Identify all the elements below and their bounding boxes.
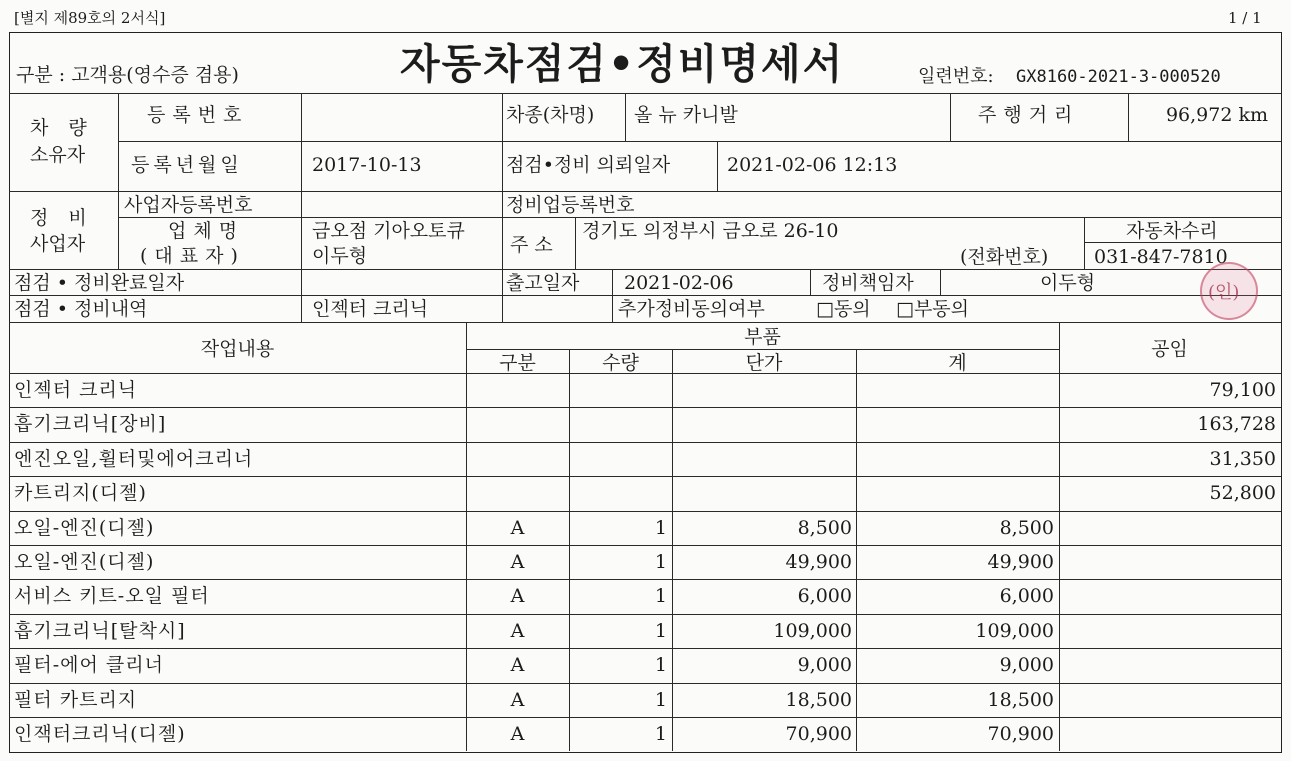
cell-qty: 1 [654,619,667,642]
header-work: 작업내용 [200,338,275,360]
page-number: 1 / 1 [1228,9,1262,27]
cell-category: A [510,619,525,642]
line [810,269,811,295]
consent-label: 추가정비동의여부 [618,298,765,320]
cell-category: A [510,551,525,573]
request-date-label: 점검•정비 의뢰일자 [506,154,671,176]
cell-labor: 31,350 [1209,447,1276,470]
cell-qty: 1 [654,516,667,539]
cell-qty: 1 [654,723,667,745]
business-category: 자동차수리 [1126,220,1218,242]
cell-work: 오일-엔진(디젤) [14,551,155,573]
company-name-label: 업체명 [168,220,245,242]
row-divider [9,648,1281,649]
line [9,295,1281,296]
seal-text: (인) [1208,282,1240,303]
document-title: 자동차점검•정비명세서 [400,40,845,88]
line [1084,242,1281,243]
line [118,93,119,269]
cell-category: A [510,654,525,677]
cell-total: 18,500 [987,688,1054,711]
cell-qty: 1 [654,654,667,677]
consent-yes-checkbox[interactable]: □동의 [816,298,871,320]
cell-unit-price: 6,000 [797,585,852,608]
cell-labor: 163,728 [1197,413,1276,436]
address-value: 경기도 의정부시 금오로 26-10 [582,220,839,242]
cell-unit-price: 49,900 [785,551,852,573]
cell-total: 70,900 [987,723,1054,745]
shop-reg-label: 정비업등록번호 [506,194,635,216]
business-section-label: 정 비 [30,207,94,229]
row-divider [9,614,1281,615]
cell-unit-price: 8,500 [797,516,852,539]
representative-value: 이두형 [312,245,368,267]
release-date-value: 2021-02-06 [624,272,734,294]
consent-no-checkbox[interactable]: □부동의 [896,298,970,320]
cell-work: 필터 카트리지 [14,688,138,711]
row-divider [9,683,1281,684]
phone-value: 031-847-7810 [1094,246,1228,268]
line [9,269,1281,270]
request-date-value: 2021-02-06 12:13 [727,154,898,176]
cell-qty: 1 [654,585,667,608]
line [950,93,951,141]
serial-label: 일련번호: [918,66,994,87]
cell-work: 흡기크리닉[탈착시] [14,619,186,642]
manager-value: 이두형 [1040,272,1096,294]
reg-no-label: 등록번호 [147,104,249,126]
address-label: 주 소 [510,234,553,256]
line [575,217,576,269]
company-name-value: 금오점 기아오토큐 [312,220,465,242]
cell-work: 서비스 키트-오일 필터 [14,585,210,608]
line [625,93,626,141]
line [1128,93,1129,141]
cell-qty: 1 [654,688,667,711]
row-divider [9,511,1281,512]
cell-category: A [510,516,525,539]
phone-label: (전화번호) [960,246,1049,268]
row-divider [9,407,1281,408]
cell-category: A [510,585,525,608]
form-tag: [별지 제89호의 2서식] [14,9,166,27]
cell-qty: 1 [654,551,667,573]
header-category: 구분 [499,352,536,374]
line [9,191,1281,192]
line [301,93,302,322]
row-divider [9,717,1281,718]
business-section-label-2: 사업자 [30,233,86,255]
header-labor: 공임 [1151,338,1188,360]
cell-unit-price: 109,000 [773,619,852,642]
owner-section-label: 차 량 [30,117,94,139]
line [940,269,941,295]
cell-category: A [510,688,525,711]
manager-label: 정비책임자 [822,272,914,294]
biz-reg-label: 사업자등록번호 [124,194,253,216]
cell-total: 6,000 [999,585,1054,608]
cell-total: 9,000 [999,654,1054,677]
type-label: 구분 : 고객용(영수증 겸용) [16,64,239,86]
header-qty: 수량 [602,352,639,374]
cell-labor: 52,800 [1209,482,1276,505]
row-divider [9,476,1281,477]
line [118,141,1281,142]
line [466,349,1059,350]
row-divider [9,442,1281,443]
cell-total: 8,500 [999,516,1054,539]
release-date-label: 출고일자 [506,272,580,294]
line [9,93,1281,94]
cell-total: 109,000 [975,619,1054,642]
completion-date-label: 점검 • 정비완료일자 [14,272,185,294]
work-detail-label: 점검 • 정비내역 [14,298,148,320]
serial-number: GX8160-2021-3-000520 [1016,67,1221,87]
header-total: 계 [948,352,967,374]
cell-unit-price: 70,900 [785,723,852,745]
line [502,93,503,322]
mileage-value: 96,972 km [1165,104,1268,126]
cell-unit-price: 18,500 [785,688,852,711]
header-unit-price: 단가 [745,352,783,374]
cell-work: 흡기크리닉[장비] [14,413,167,436]
cell-work: 오일-엔진(디젤) [14,516,155,539]
line [1084,217,1085,269]
cell-total: 49,900 [987,551,1054,573]
line [717,141,718,191]
header-parts: 부품 [744,326,781,348]
reg-date-label: 등록년월일 [131,154,243,176]
line [118,217,1281,218]
model-label: 차종(차명) [506,104,595,126]
cell-work: 카트리지(디젤) [14,482,147,505]
seal-stamp-icon [1200,262,1258,320]
representative-label: (대표자) [140,245,245,267]
cell-work: 엔진오일,휠터및에어크리너 [14,447,254,470]
cell-category: A [510,723,525,745]
model-value: 올 뉴 카니발 [634,104,738,126]
owner-section-label-2: 소유자 [30,144,86,166]
mileage-label: 주행거리 [978,104,1080,126]
cell-work: 인젝터 크리닉 [14,379,138,401]
row-divider [9,545,1281,546]
reg-date-value: 2017-10-13 [312,154,422,176]
row-divider [9,373,1281,374]
work-detail-value: 인젝터 크리닉 [312,298,429,320]
cell-labor: 79,100 [1209,379,1276,401]
row-divider [9,579,1281,580]
line [612,269,613,322]
cell-work: 필터-에어 클리너 [14,654,164,677]
cell-work: 인잭터크리닉(디젤) [14,723,186,745]
line [9,322,1281,323]
cell-unit-price: 9,000 [797,654,852,677]
